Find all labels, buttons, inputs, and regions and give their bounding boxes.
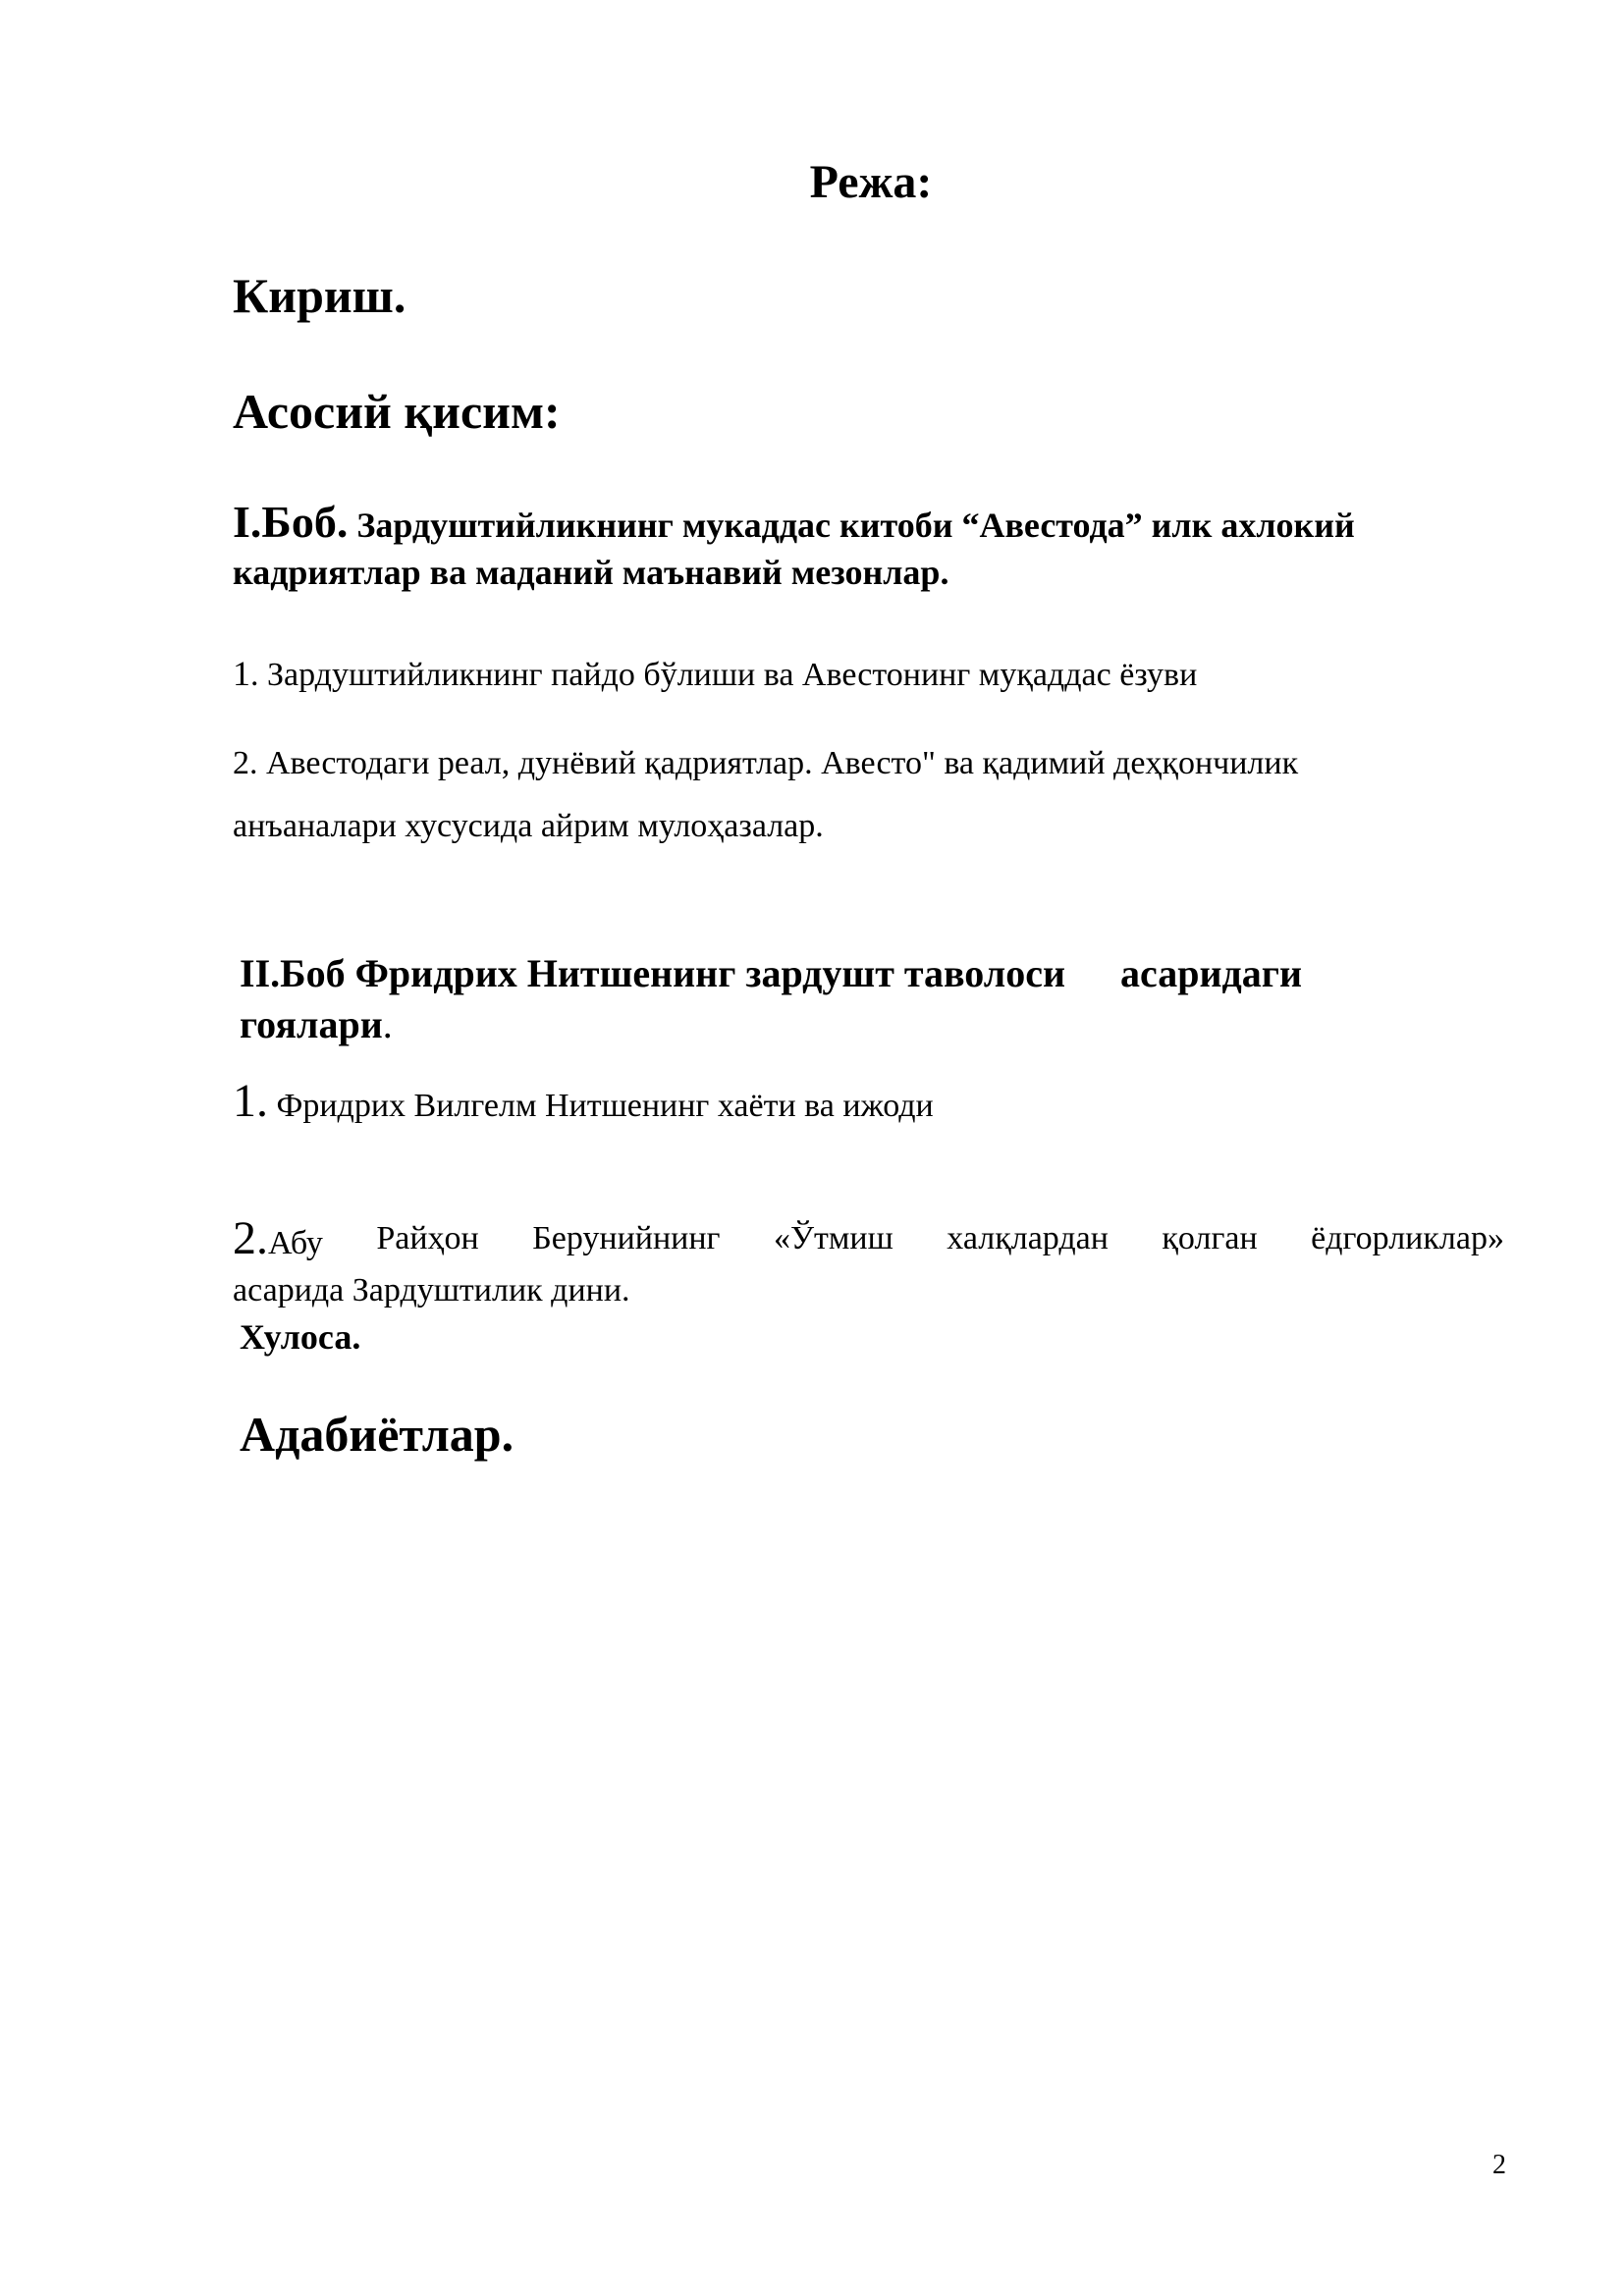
section2-item1-text: Фридрих Вилгелм Нитшенинг хаёти ва ижоди (268, 1088, 934, 1124)
section1-item2-line1: 2. Авестодаги реал, дунёвий қадриятлар. Авесто" ва қадимий деҳқончилик (233, 745, 1299, 781)
chapter2-line2 (240, 999, 1302, 1050)
section1-item1 (233, 642, 1197, 707)
conclusion-heading: Хулоса. (240, 1317, 361, 1357)
section1-item2-line2: анъаналари хусусида айрим мулоҳазалар. (233, 808, 824, 844)
chapter2-title-bold: гоялари (240, 1002, 383, 1046)
chapter1-line1 (233, 499, 1355, 549)
section2-item2-word-6: ёдгорликлар» (1311, 1220, 1504, 1256)
references-heading: Адабиётлар. (240, 1407, 514, 1462)
section2-item1-number: 1. (233, 1075, 268, 1127)
section2-item2-line2: асарида Зардуштилик дини. (233, 1272, 630, 1308)
section2-item2-word-4: халқлардан (947, 1220, 1109, 1256)
chapter2-title-left: II.Боб Фридрих Нитшенинг зардушт таволоси (240, 951, 1066, 995)
section2-item2-word-3: «Ўтмиш (773, 1220, 893, 1256)
main-part-heading: Асосий қисим: (233, 384, 561, 439)
chapter1-heading (233, 499, 1355, 596)
section1-item1-number: 1 (233, 654, 250, 693)
chapter1-line2: кадриятлар ва маданий маънавий мезонлар. (233, 553, 949, 592)
chapter2-line1 (240, 948, 1302, 999)
section2-item2-line1 (233, 1212, 1504, 1267)
section2-item2-word-2: Берунийнинг (532, 1220, 721, 1256)
chapter1-prefix: I.Боб. (233, 497, 349, 547)
section2-item2-word-1: Райҳон (376, 1220, 479, 1256)
intro-heading: Кириш. (233, 268, 406, 323)
section2-item1 (233, 1070, 934, 1138)
section2-item2-number: 2. (233, 1212, 268, 1264)
chapter2-heading (240, 948, 1302, 1050)
section1-item2 (233, 732, 1298, 858)
chapter2-title-tail: . (382, 1002, 393, 1046)
section2-item2 (233, 1212, 1504, 1314)
section2-item2-first (233, 1212, 323, 1267)
section1-item1-text: . Зардуштийликнинг пайдо бўлиши ва Авестонинг муқаддас ёзуви (250, 657, 1198, 693)
section2-item2-word-0: Абу (268, 1225, 323, 1261)
page-title: Режа: (809, 156, 933, 208)
section2-item2-word-5: қолган (1162, 1220, 1258, 1256)
chapter1-title-part1: Зардуштийликнинг мукаддас китоби “Авестода” илк ахлокий (348, 506, 1355, 545)
chapter2-title-right: асаридаги (1120, 951, 1302, 995)
page-number: 2 (1492, 2150, 1506, 2180)
